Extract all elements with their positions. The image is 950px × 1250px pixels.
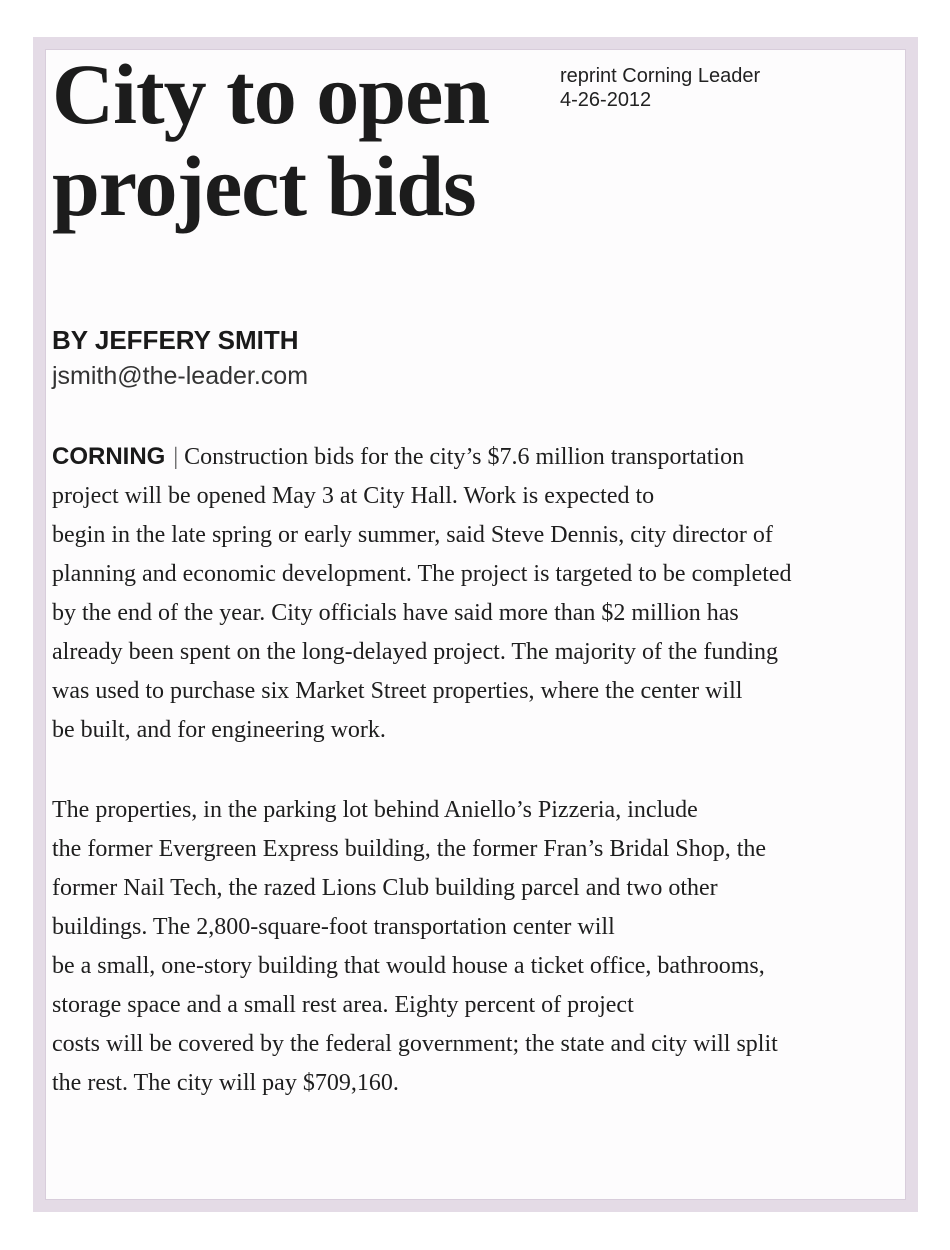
byline: BY JEFFERY SMITH: [52, 325, 299, 355]
reprint-source: reprint Corning Leader: [560, 65, 761, 87]
paragraph-line: the former Evergreen Express building, the former Fran’s Bridal Shop, the: [52, 836, 767, 862]
paragraph-line: the rest. The city will pay $709,160.: [52, 1070, 399, 1096]
article-paragraph-1: [52, 437, 902, 750]
paragraph-line: by the end of the year. City officials have said more than $2 million has: [52, 600, 739, 626]
paragraph-line: begin in the late spring or early summer, said Steve Dennis, city director of: [52, 522, 773, 548]
paragraph-line: buildings. The 2,800-square-foot transportation center will: [52, 914, 615, 940]
paragraph-line: The properties, in the parking lot behind Aniello’s Pizzeria, include: [52, 797, 698, 823]
dateline-separator: |: [173, 444, 179, 470]
headline: [52, 48, 532, 232]
dateline: CORNING: [52, 443, 166, 470]
paragraph-line: be a small, one-story building that would house a ticket office, bathrooms,: [52, 953, 765, 979]
paragraph-line-text: Construction bids for the city’s $7.6 million transportation: [184, 444, 745, 470]
article-paragraph-2: [52, 791, 902, 1103]
reprint-note: [560, 64, 760, 112]
paragraph-line: [52, 437, 902, 477]
paragraph-line: planning and economic development. The project is targeted to be completed: [52, 561, 792, 587]
author-email: jsmith@the-leader.com: [52, 362, 309, 390]
paragraph-line: be built, and for engineering work.: [52, 717, 386, 743]
paragraph-line: already been spent on the long-delayed project. The majority of the funding: [52, 639, 778, 665]
paragraph-line: former Nail Tech, the razed Lions Club building parcel and two other: [52, 875, 718, 901]
reprint-date: 4-26-2012: [560, 89, 652, 111]
paragraph-line: costs will be covered by the federal government; the state and city will split: [52, 1031, 778, 1057]
paragraph-line: was used to purchase six Market Street properties, where the center will: [52, 678, 743, 704]
headline-line: City to open: [52, 46, 490, 142]
paragraph-line: storage space and a small rest area. Eighty percent of project: [52, 992, 634, 1018]
headline-line: project bids: [52, 138, 476, 234]
paragraph-line: project will be opened May 3 at City Hall. Work is expected to: [52, 483, 655, 509]
